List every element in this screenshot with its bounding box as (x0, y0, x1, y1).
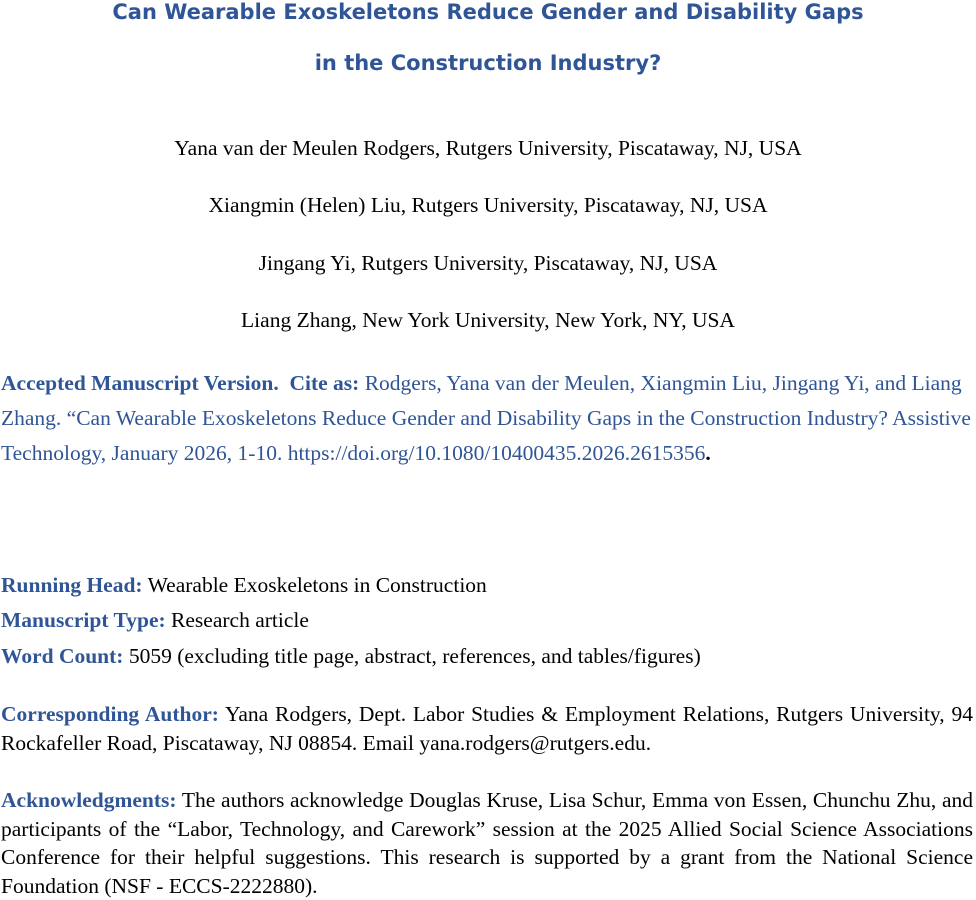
running-head-value: Wearable Exoskeletons in Construction (147, 573, 487, 597)
author-1: Yana van der Meulen Rodgers, Rutgers University, Piscataway, NJ, USA (174, 136, 802, 160)
author-4: Liang Zhang, New York University, New York, NY, USA (241, 308, 735, 332)
running-head (1, 571, 487, 599)
word-count (1, 642, 701, 670)
running-head-label: Running Head: (1, 573, 143, 597)
cite-label: Cite as: (289, 371, 360, 395)
citation-block (1, 366, 973, 471)
citation-end: . (705, 441, 711, 465)
citation-text: Rodgers, Yana van der Meulen, Xiangmin Liu, Jingang Yi, and Liang Zhang. “Can Wearable Exoskeletons Reduce Gender and Disability Gaps in the Construction Industry? Assistive Technology, January 2026, 1-10. https://doi.org/10.1080/10400435.2026.2615356 (1, 371, 971, 465)
corresponding-text: Yana Rodgers, Dept. Labor Studies & Employment Relations, Rutgers University, 94 Rockafeller Road, Piscataway, NJ 08854. Email yana.rodgers@rutgers.edu. (1, 702, 974, 755)
acknowledgments-label: Acknowledgments: (1, 788, 177, 812)
version-label: Accepted Manuscript Version. (1, 371, 279, 395)
corresponding-author (1, 700, 973, 757)
manuscript-type-label: Manuscript Type: (1, 608, 166, 632)
title-line-2: in the Construction Industry? (314, 51, 662, 75)
manuscript-type (1, 606, 309, 634)
word-count-label: Word Count: (1, 644, 124, 668)
manuscript-type-value: Research article (171, 608, 309, 632)
corresponding-label: Corresponding Author: (1, 702, 219, 726)
title-line-1: Can Wearable Exoskeletons Reduce Gender and Disability Gaps (112, 0, 864, 24)
word-count-value: 5059 (excluding title page, abstract, references, and tables/figures) (128, 644, 701, 668)
author-2: Xiangmin (Helen) Liu, Rutgers University, Piscataway, NJ, USA (208, 193, 768, 217)
author-3: Jingang Yi, Rutgers University, Piscataway, NJ, USA (258, 251, 718, 275)
acknowledgments-text: The authors acknowledge Douglas Kruse, Lisa Schur, Emma von Essen, Chunchu Zhu, and participants of the “Labor, Technology, and Carework” session at the 2025 Allied Social Science Associations Conference for their helpful suggestions. This research is supported by a grant from the National Science Foundation (NSF - ECCS-2222880). (1, 788, 973, 898)
acknowledgments (1, 786, 973, 900)
